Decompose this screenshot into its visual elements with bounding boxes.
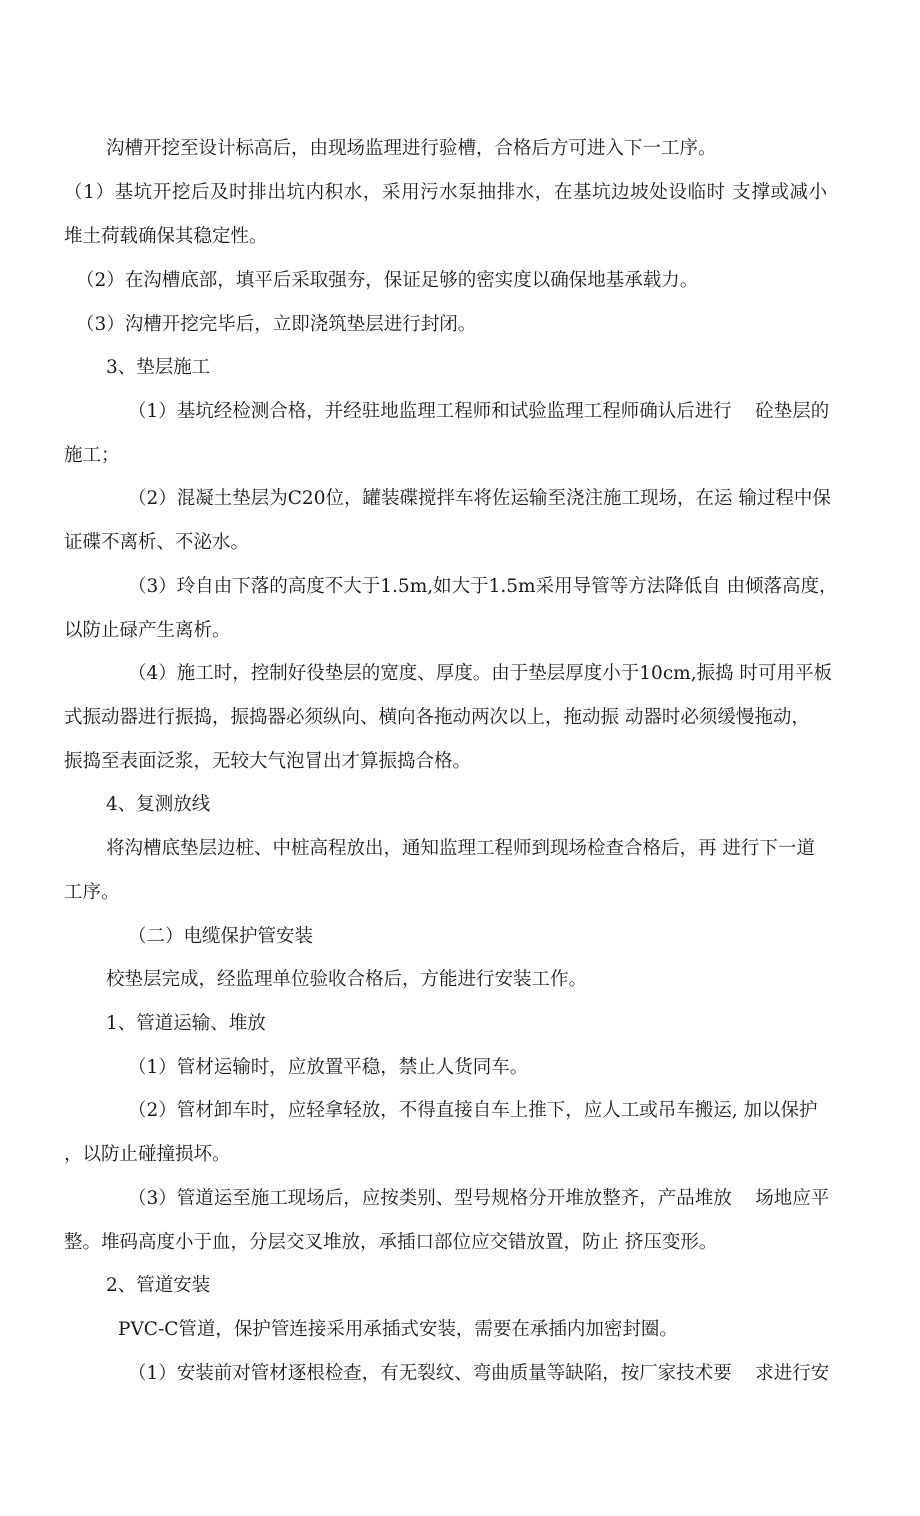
paragraph-line: （1）基坑开挖后及时排出坑内积水，采用污水泵抽排水，在基坑边坡处设临时 支撑或减小 bbox=[64, 182, 828, 203]
paragraph-line: 式振动器进行振捣，振捣器必须纵向、横向各拖动两次以上，拖动振 动器时必须缓慢拖动， bbox=[64, 707, 810, 728]
paragraph-line: （1）安装前对管材逐根检查，有无裂纹、弯曲质量等缺陷，按厂家技术要 求进行安 bbox=[128, 1363, 830, 1384]
section-heading: 3、垫层施工 bbox=[106, 357, 211, 378]
paragraph-line: 施工； bbox=[64, 445, 120, 466]
paragraph-line: 堆土荷载确保其稳定性。 bbox=[64, 226, 268, 247]
paragraph-line: （1）基坑经检测合格，并经驻地监理工程师和试验监理工程师确认后进行 砼垫层的 bbox=[128, 401, 830, 422]
paragraph-line: PVC-C管道，保护管连接采用承插式安装，需要在承插内加密封圈。 bbox=[118, 1319, 678, 1340]
paragraph-line: 校垫层完成，经监理单位验收合格后，方能进行安装工作。 bbox=[106, 969, 588, 990]
paragraph-line: （2）混凝土垫层为C20位，罐装碟搅拌车将佐运输至浇注施工现场，在运 输过程中保 bbox=[128, 488, 831, 509]
paragraph-line: （3）玲自由下落的高度不大于1.5m,如大于1.5m采用导管等方法降低自 由倾落高度， bbox=[128, 576, 838, 597]
paragraph-line: 工序。 bbox=[64, 882, 120, 903]
paragraph-line: 整。堆码高度小于血，分层交叉堆放，承插口部位应交错放置，防止 挤压变形。 bbox=[64, 1232, 718, 1253]
paragraph-line: （2）在沟槽底部，填平后采取强夯，保证足够的密实度以确保地基承载力。 bbox=[76, 270, 699, 291]
paragraph-line: 沟槽开挖至设计标高后，由现场监理进行验槽，合格后方可进入下一工序。 bbox=[106, 138, 717, 159]
paragraph-line: （1）管材运输时，应放置平稳，禁止人货同车。 bbox=[128, 1057, 529, 1078]
paragraph-line: ，以防止碰撞损坏。 bbox=[64, 1144, 231, 1165]
section-heading: （二）电缆保护管安装 bbox=[128, 926, 314, 947]
section-heading: 4、复测放线 bbox=[106, 794, 211, 815]
section-heading: 1、管道运输、堆放 bbox=[106, 1013, 266, 1034]
paragraph-line: （4）施工时，控制好役垫层的宽度、厚度。由于垫层厚度小于10cm,振捣 时可用平板 bbox=[128, 663, 832, 684]
paragraph-line: 将沟槽底垫层边桩、中桩高程放出，通知监理工程师到现场检查合格后，再 进行下一道 bbox=[106, 838, 815, 859]
paragraph-line: 以防止碌产生离析。 bbox=[64, 620, 231, 641]
paragraph-line: 振捣至表面泛浆，无较大气泡冒出才算振捣合格。 bbox=[64, 751, 472, 772]
paragraph-line: （3）沟槽开挖完毕后，立即浇筑垫层进行封闭。 bbox=[76, 314, 477, 335]
section-heading: 2、管道安装 bbox=[106, 1275, 211, 1296]
paragraph-line: （2）管材卸车时，应轻拿轻放，不得直接自车上推下，应人工或吊车搬运, 加以保护 bbox=[128, 1100, 818, 1121]
paragraph-line: 证碟不离析、不泌水。 bbox=[64, 532, 250, 553]
paragraph-line: （3）管道运至施工现场后，应按类别、型号规格分开堆放整齐，产品堆放 场地应平 bbox=[128, 1188, 830, 1209]
